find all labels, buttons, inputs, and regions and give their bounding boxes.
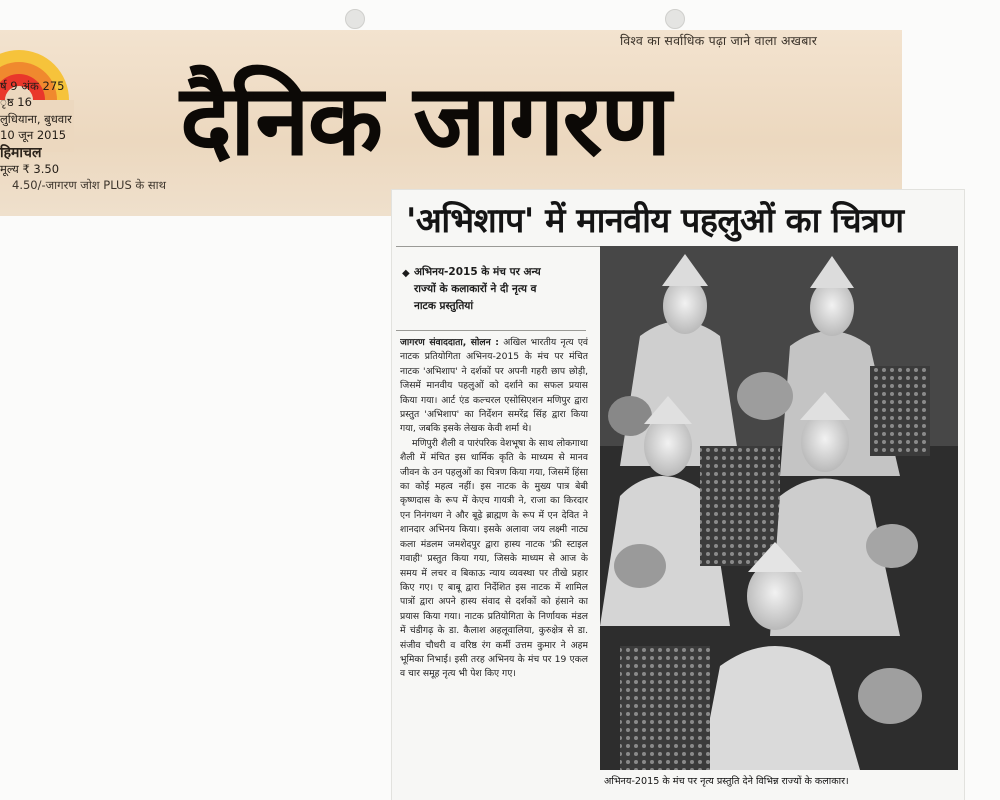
punch-hole — [345, 9, 365, 29]
punch-hole — [665, 9, 685, 29]
bullet-diamond-icon: ◆ — [402, 268, 410, 279]
issue-pages: ृष्ठ 16 — [0, 95, 32, 110]
issue-price-note: 4.50/-जागरण जोश PLUS के साथ — [12, 178, 167, 193]
masthead-tagline: विश्व का सर्वाधिक पढ़ा जाने वाला अखबार — [620, 33, 818, 48]
article-body — [400, 336, 588, 798]
newspaper-title: दैनिक जागरण — [180, 64, 670, 178]
issue-price: मूल्य ₹ 3.50 — [0, 162, 60, 177]
article-byline: जागरण संवाददाता, सोलन : — [400, 337, 499, 348]
summary-line: राज्यों के कलाकारों ने दी नृत्य व — [414, 283, 537, 295]
paragraph-text: अखिल भारतीय नृत्य एवं नाटक प्रतियोगिता अभिनय-2015 के मंच पर मंचित नाटक 'अभिशाप' ने दर्शकों पर अपनी गहरी छाप छोड़ी, जिसमें मानवीय पहलुओं को दर्शाने का सफल प्रयास किया गया। आर्ट एंड कल्चरल एसोसिएशन मणिपुर द्वारा प्रस्तुत 'अभिशाप' का निर्देशन समरेंद्र सिंह द्वारा किया गया, जबकि इसके लेखक केवी शर्मा थे। — [400, 337, 588, 435]
dance-performance-photo — [600, 246, 958, 770]
article-clipping — [392, 190, 964, 800]
summary-rule — [396, 330, 586, 331]
article-summary — [402, 264, 584, 315]
article-headline: 'अभिशाप' में मानवीय पहलुओं का चित्रण — [406, 201, 904, 241]
article-paragraph: मणिपुरी शैली व पारंपरिक वेशभूषा के साथ लोकगाथा शैली में मंचित इस धार्मिक कृति के माध्यम से मानव जीवन के उन पहलुओं का चित्रण किया गया, जिसमें हिंसा का कोई महत्व नहीं। इस नाटक के मुख्य पात्र बेबी कृष्णदास के रूप में केएच गायत्री ने, राजा का किरदार एन निनंगथग ने और बूढ़े ब्राह्मण के रूप में एन देवित ने शानदार अभिनय किया। इसके अलावा जय लक्ष्मी नाट्य कला मंडलम जमशेदपुर द्वारा हास्य नाटक 'फ्री स्टाइल गवाही' प्रस्तुत किया गया, जिसके माध्यम से आज के समय में लचर व बिकाऊ न्याय व्यवस्था पर तीखे प्रहार किए गए। ए बाबू द्वारा निर्देशित इस नाटक में शामिल पात्रों द्वारा अपने हास्य संवाद से दर्शकों को हंसाने का प्रयास किया गया। नाटक प्रतियोगिता के निर्णायक मंडल में चंडीगढ़ के डा. कैलाश अहलूवालिया, कुरुक्षेत्र से डा. संजीव चौधरी व वरिष्ठ रंग कर्मी उत्तम कुमार ने अहम भूमिका निभाई। इसी तरह अभिनय के मंच पर 19 एकल व चार समूह नृत्य भी पेश किए गए। — [400, 437, 588, 680]
article-paragraph — [400, 336, 588, 437]
issue-info — [0, 78, 166, 194]
issue-date: 10 जून 2015 — [0, 128, 67, 143]
summary-line: नाटक प्रस्तुतियां — [414, 300, 474, 312]
edition-region: हिमाचल — [0, 144, 42, 161]
issue-city-day: लुधियाना, बुधवार — [0, 111, 72, 126]
summary-line: अभिनय-2015 के मंच पर अन्य — [414, 266, 541, 278]
issue-volume: र्ष 9 अंक 275 — [0, 79, 65, 93]
newspaper-masthead — [0, 30, 902, 216]
photo-caption: अभिनय-2015 के मंच पर नृत्य प्रस्तुति देने विभिन्न राज्यों के कलाकार। — [604, 776, 849, 787]
